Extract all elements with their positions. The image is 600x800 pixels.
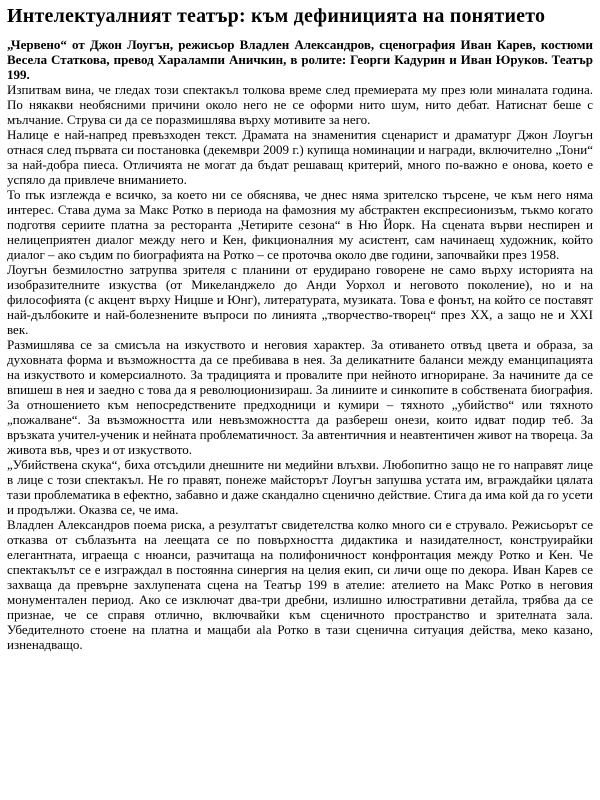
paragraph: Владлен Александров поема риска, а резултатът свидетелства колко много си е струвало. Режисьорът се отказва от съблазънта на леещата се по повърхността дидактика и назидателност, конструирайки елегантната, играеща с нюанси, разчитаща на полифоничност конфронтация между Ротко и Кен. Че спектакълът се е изграждал в постоянна синергия на целия екип, си личи още по декора. Иван Карев се захваща да превърне захлупената сцена на Театър 199 в ателие: ателието на Макс Ротко в неговия монументален период. Ако се изключат два-три дребни, излишно илюстративни детайла, трябва да се признае, че се справя отлично, включвайки към сценичното пространство и зрителната зала. Убедителното стоене на платна и мащаби ala Ротко в тази сценична ситуация действа, меко казано, изненадващо. xyxy=(7,517,593,653)
paragraph: Лоугън безмилостно затрупва зрителя с планини от ерудирано говорене не само върху историята на изобразителните изкуства (от Микеланджело до Анди Уорхол и неговото поколение), но и на философията (с акцент върху Ницше и Юнг), литературата, музиката. Това е фонът, на който се поставят най-дълбоките и най-болезнените въпроси по линията „творчество-творец“ през XX, а защо не и XXI век. xyxy=(7,262,593,338)
article-title: Интелектуалният театър: към дефиницията на понятието xyxy=(7,5,546,27)
credits-paragraph: „Червено“ от Джон Лоугън, режисьор Владлен Александров, сценография Иван Карев, костюми Весела Статкова, превод Харалампи Аничкин, в ролите: Георги Кадурин и Иван Юруков. Театър 199. xyxy=(7,37,593,83)
paragraph: „Убийствена скука“, биха отсъдили днешните ни медийни влъхви. Любопитно защо не го направят лице в лице с този спектакъл. Не го правят, понеже майсторът Лоугън запушва устата им, вграждайки цялата тази проблематика в ефектно, забавно и даже скандално сценично действие. Стига да има кой да го усети и продължи. Оказва се, че има. xyxy=(7,457,593,518)
paragraph: То пък изглежда е всичко, за което ни се обяснява, че днес няма зрителско търсене, че към него няма интерес. Става дума за Макс Ротко в периода на фамозния му абстрактен експресионизъм, тъкмо когато подготвя сериите платна за ресторанта „Четирите сезона“ в Ню Йорк. На сцената върви неспирен и нелицеприятен диалог между него и Кен, фикционалния му асистент, сам начинаещ художник, който диалог – ако съдим по биографията на Ротко – се проточва около две години, започвайки през 1958. xyxy=(7,187,593,263)
paragraph: Изпитвам вина, че гледах този спектакъл толкова време след премиерата му през юли миналата година. По някакви необясними причини около него не се оформи нито шум, нито дебат. Натиснат беше с мълчание. Струва си да се поразмишлява върху мотивите за него. xyxy=(7,82,593,128)
paragraph: Размишлява се за смисъла на изкуството и неговия характер. За отиването отвъд цвета и образа, за духовната форма и възможността да се пребивава в нея. За деликатните баланси между еманципацията на изкуството и комерсиалното. За традицията и провалите при нейното игнориране. За начините да се впишеш в нея и заедно с това да я революционизираш. За линиите и синкопите в собствената биография. За отношението към непосредствените предходници и кумири – тяхното „убийство“ или тяхното „пожалване“. За възможността или невъзможността да разбереш онези, които идват подир теб. За връзката учител-ученик и нейната проблематичност. За автентичния и неавтентичен живот на твореца. За живота във, чрез и от изкуството. xyxy=(7,337,593,458)
paragraph: Налице е най-напред превъзходен текст. Драмата на знаменития сценарист и драматург Джон Лоугън отнася след първата си постановка (декември 2009 г.) купища номинации и награди, включително „Тони“ за най-добра пиеса. Отличията не могат да бъдат решаващ критерий, много по-важно е онова, което е успяло да привлече вниманието. xyxy=(7,127,593,188)
